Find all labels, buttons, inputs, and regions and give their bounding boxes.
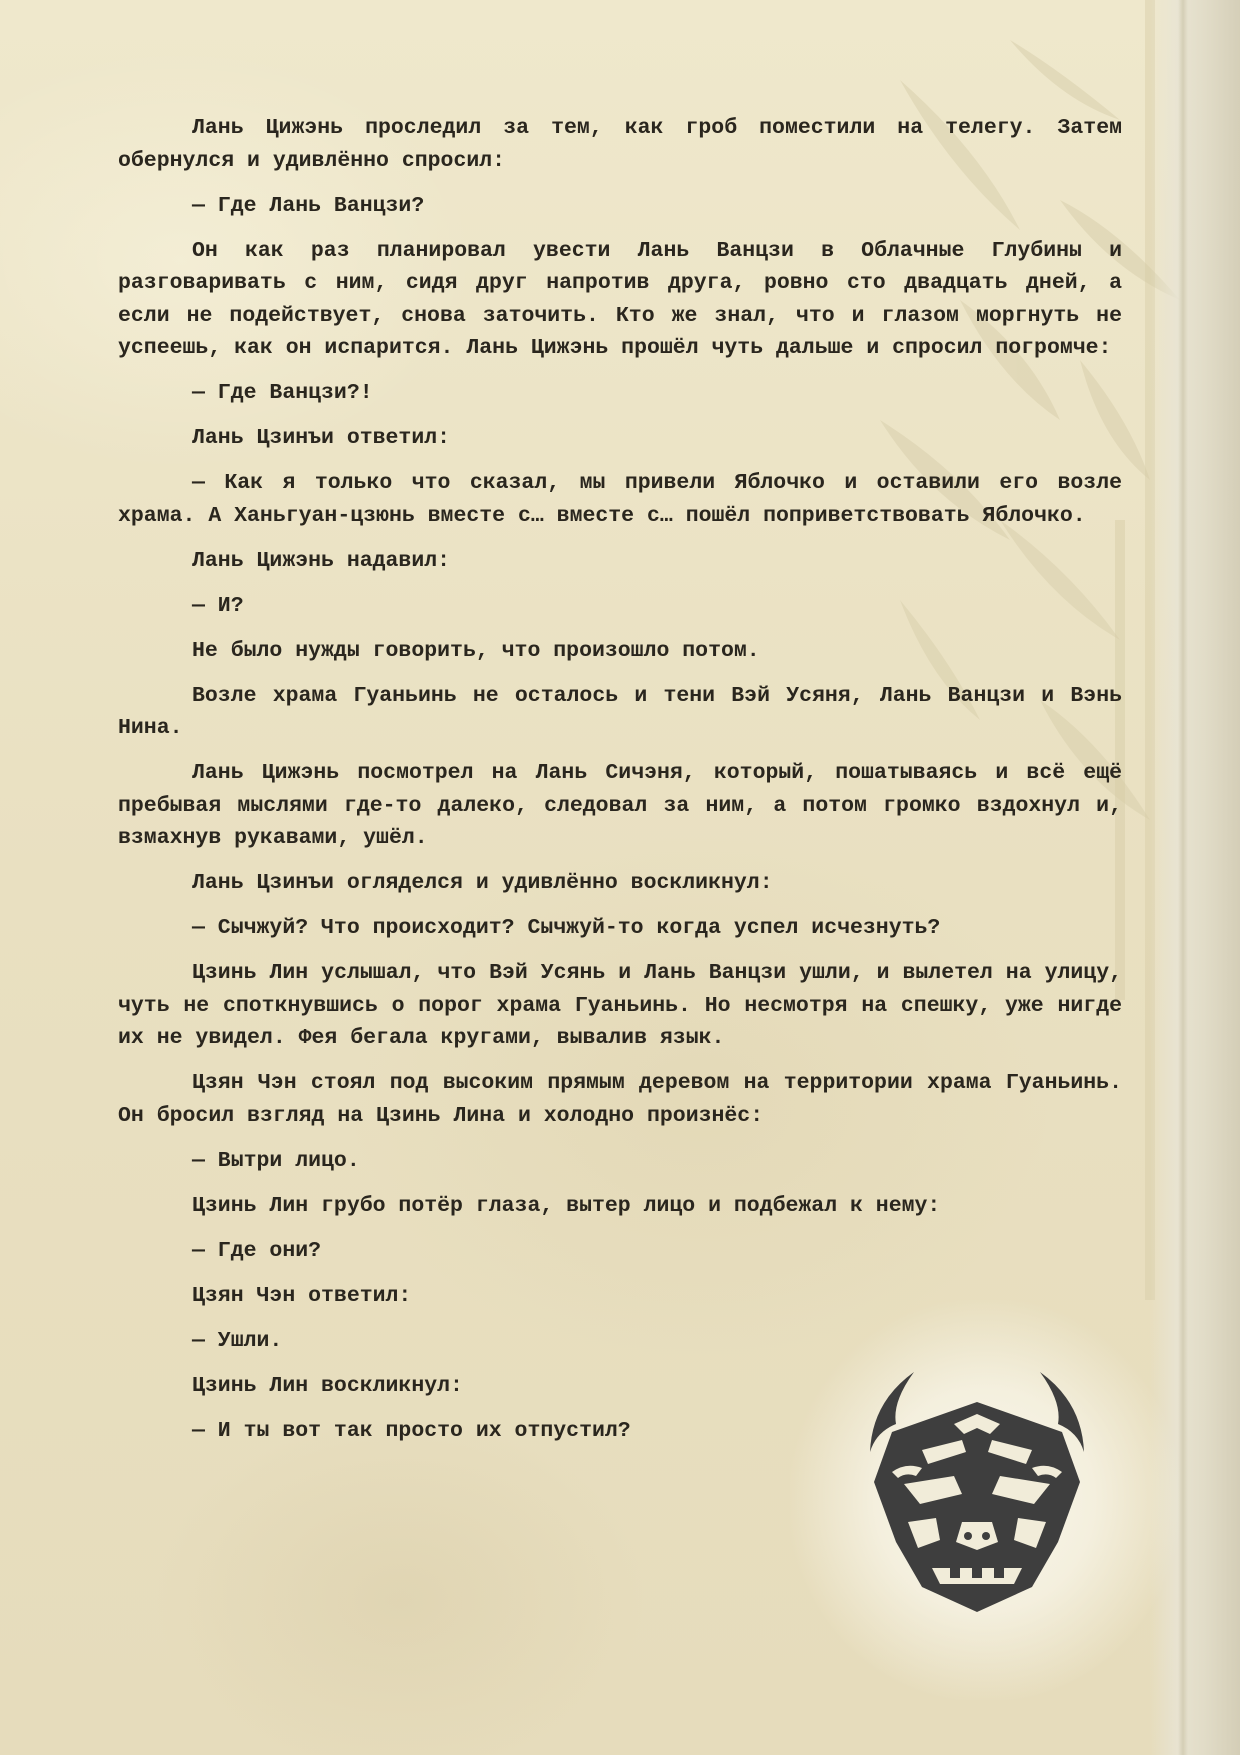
- paragraph: — Где Лань Ванцзи?: [192, 193, 425, 218]
- paragraph: — Где Ванцзи?!: [192, 381, 373, 405]
- book-text: [118, 112, 1122, 1460]
- paragraph: — И?: [192, 593, 244, 618]
- paragraph: Лань Цижэнь посмотрел на Лань Сичэня, который, пошатываясь и всё ещё пребывая мыслями где-то далеко, следовал за ним, а потом громко вздохнул и, взмахнув рукавами, ушёл.: [118, 761, 1122, 850]
- paragraph: Цзинь Лин воскликнул:: [192, 1373, 463, 1398]
- paragraph: Не было нужды говорить, что произошло потом.: [192, 638, 760, 663]
- paragraph: Цзян Чэн стоял под высоким прямым деревом на территории храма Гуаньинь. Он бросил взгляд на Цзинь Лина и холодно произнёс:: [118, 1071, 1122, 1128]
- paragraph: — Где они?: [192, 1238, 322, 1263]
- paragraph: Лань Цзинъи огляделся и удивлённо воскликнул:: [192, 871, 773, 895]
- ox-mask-emblem-icon: [862, 1372, 1092, 1612]
- paragraph: — Ушли.: [192, 1328, 283, 1353]
- paragraph: Он как раз планировал увести Лань Ванцзи в Облачные Глубины и разговаривать с ним, сидя друг напротив друга, ровно сто двадцать дней, а если не подействует, снова заточить. Кто же знал, что и глазом моргнуть не успеешь, как он испарится. Лань Цижэнь прошёл чуть дальше и спросил погромче:: [118, 238, 1122, 360]
- paragraph: — Как я только что сказал, мы привели Яблочко и оставили его возле храма. А Ханьгуан-цзюнь вместе с… вместе с… пошёл поприветствовать Яблочко.: [118, 471, 1122, 528]
- paragraph: — Сычжуй? Что происходит? Сычжуй-то когда успел исчезнуть?: [192, 916, 941, 940]
- paragraph: Лань Цижэнь проследил за тем, как гроб поместили на телегу. Затем обернулся и удивлённо спросил:: [118, 116, 1122, 173]
- paragraph: Возле храма Гуаньинь не осталось и тени Вэй Усяня, Лань Ванцзи и Вэнь Нина.: [118, 683, 1122, 740]
- paragraph: — И ты вот так просто их отпустил?: [192, 1418, 631, 1443]
- paragraph: Лань Цижэнь надавил:: [192, 548, 451, 573]
- paragraph: Цзинь Лин грубо потёр глаза, вытер лицо и подбежал к нему:: [192, 1193, 941, 1218]
- paragraph: — Вытри лицо.: [192, 1148, 360, 1173]
- paragraph: Лань Цзинъи ответил:: [192, 426, 451, 450]
- paragraph: Цзян Чэн ответил:: [192, 1283, 412, 1308]
- paragraph: Цзинь Лин услышал, что Вэй Усянь и Лань Ванцзи ушли, и вылетел на улицу, чуть не споткнувшись о порог храма Гуаньинь. Но несмотря на спешку, уже нигде их не увидел. Фея бегала кругами, вывалив язык.: [118, 961, 1122, 1050]
